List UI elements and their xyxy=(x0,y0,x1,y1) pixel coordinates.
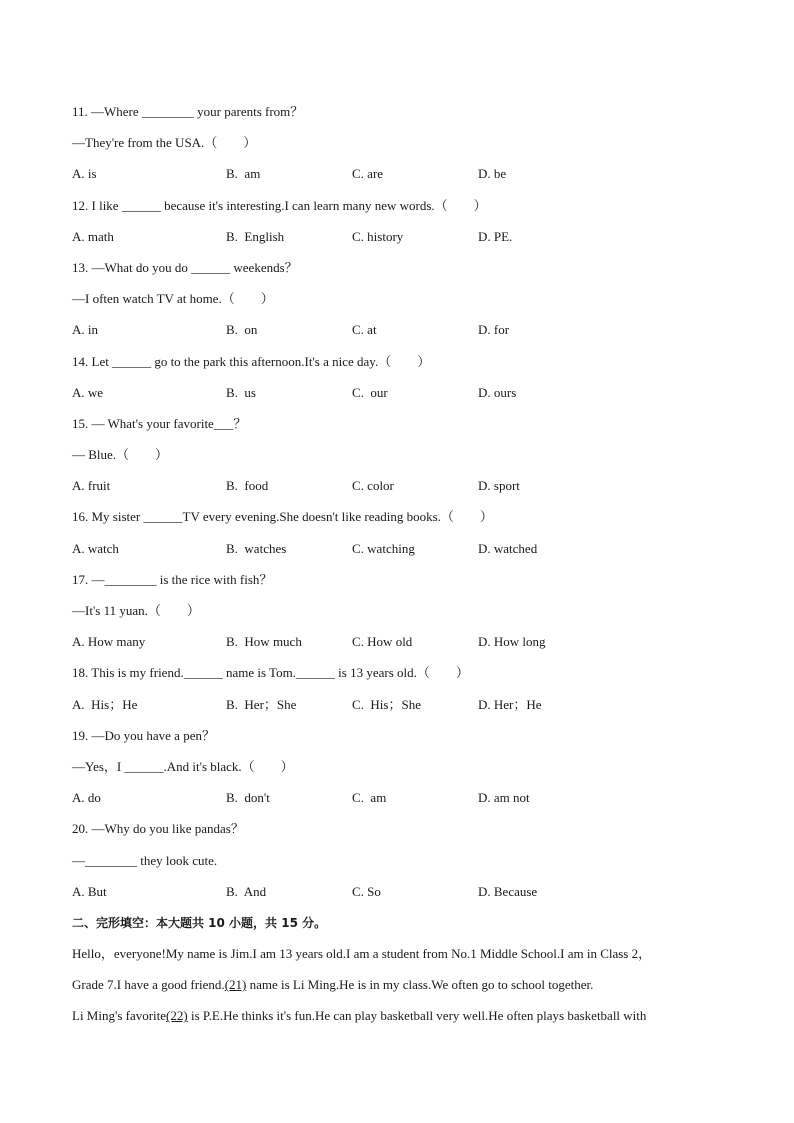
answer-options xyxy=(72,382,732,413)
question-stem: 18. This is my friend.______ name is Tom.______ is 13 years old.（ ） xyxy=(72,665,469,681)
answer-option: D. How long xyxy=(478,634,546,650)
answer-option: D. ours xyxy=(478,384,517,400)
answer-option: D. sport xyxy=(478,478,520,494)
answer-option: A. do xyxy=(72,790,101,806)
answer-option: A. we xyxy=(72,384,104,400)
answer-option: A. But xyxy=(72,883,107,899)
answer-option: C. history xyxy=(352,228,404,244)
answer-option: C. watching xyxy=(352,540,415,556)
passage-text: name is Li Ming.He is in my class.We often go to school together. xyxy=(246,977,594,993)
passage-text: Grade 7.I have a good friend. xyxy=(72,977,225,993)
answer-option: C. our xyxy=(352,384,388,400)
answer-options xyxy=(72,319,732,350)
answer-options xyxy=(72,538,732,569)
answer-option: D. am not xyxy=(478,790,530,806)
answer-option: B. am xyxy=(226,166,261,182)
answer-option: A. in xyxy=(72,322,98,338)
question-stem: 12. I like ______ because it's interesting.I can learn many new words.（ ） xyxy=(72,197,487,213)
passage-line-3 xyxy=(72,1005,732,1036)
answer-option: B. us xyxy=(226,384,256,400)
passage-text: Li Ming's favorite xyxy=(72,1008,167,1024)
answer-option: A. How many xyxy=(72,634,146,650)
answer-options xyxy=(72,787,732,818)
answer-options xyxy=(72,226,732,257)
question-stem: 20. —Why do you like pandas？ xyxy=(72,821,244,837)
question-list xyxy=(72,101,732,912)
answer-option: D. Because xyxy=(478,883,538,899)
question-stem: 14. Let ______ go to the park this afternoon.It's a nice day.（ ） xyxy=(72,353,431,369)
answer-option: A. watch xyxy=(72,540,119,556)
question-stem: 16. My sister ______TV every evening.She doesn't like reading books.（ ） xyxy=(72,509,493,525)
question-reply: —I often watch TV at home.（ ） xyxy=(72,291,274,307)
passage-line-1: Hello，everyone!My name is Jim.I am 13 years old.I am a student from No.1 Middle School.I am in Class 2， xyxy=(72,946,652,962)
question-stem: 11. —Where ________ your parents from？ xyxy=(72,104,304,119)
question-reply: —It's 11 yuan.（ ） xyxy=(72,603,200,618)
question-stem: 15. — What's your favorite___？ xyxy=(72,415,247,431)
answer-option: D. Her；He xyxy=(478,696,542,712)
answer-option: C. at xyxy=(352,322,377,338)
answer-option: B. food xyxy=(226,478,269,494)
question-stem: 17. —________ is the rice with fish？ xyxy=(72,571,273,587)
answer-option: B. Her；She xyxy=(226,696,297,712)
answer-option: A. fruit xyxy=(72,478,111,494)
answer-option: A. math xyxy=(72,228,114,244)
question-reply: —Yes，I ______.And it's black.（ ） xyxy=(72,758,294,774)
question-stem: 19. —Do you have a pen？ xyxy=(72,727,215,743)
question-stem: 13. —What do you do ______ weekends？ xyxy=(72,259,298,275)
worksheet-page xyxy=(72,101,732,1037)
answer-option: B. on xyxy=(226,322,258,338)
answer-option: D. PE. xyxy=(478,228,513,244)
answer-option: A. is xyxy=(72,166,97,182)
answer-option: C. am xyxy=(352,790,387,806)
question-reply: —They're from the USA.（ ） xyxy=(72,135,257,151)
answer-option: D. be xyxy=(478,166,507,182)
answer-option: B. English xyxy=(226,228,285,244)
answer-options xyxy=(72,163,732,194)
blank-22: (22) xyxy=(166,1008,188,1024)
answer-option: A. His；He xyxy=(72,696,138,712)
answer-option: B. And xyxy=(226,883,267,899)
passage-text: is P.E.He thinks it's fun.He can play basketball very well.He often plays basketball with xyxy=(187,1008,647,1024)
answer-option: C. How old xyxy=(352,634,413,650)
answer-option: B. How much xyxy=(226,634,302,650)
answer-options xyxy=(72,631,732,662)
blank-21: (21) xyxy=(224,977,247,993)
answer-option: C. are xyxy=(352,166,384,182)
section-heading: 二、完形填空：本大题共 10 小题，共 15 分。 xyxy=(72,915,327,930)
answer-option: B. watches xyxy=(226,540,287,556)
answer-option: B. don't xyxy=(226,790,270,806)
passage-line-2 xyxy=(72,974,732,1005)
answer-options xyxy=(72,694,732,725)
answer-option: D. for xyxy=(478,322,510,338)
answer-options xyxy=(72,475,732,506)
answer-option: D. watched xyxy=(478,540,538,556)
answer-option: C. So xyxy=(352,883,381,899)
answer-options xyxy=(72,881,732,912)
question-reply: — Blue.（ ） xyxy=(72,447,169,463)
answer-option: C. His；She xyxy=(352,696,421,712)
answer-option: C. color xyxy=(352,478,394,494)
question-reply: —________ they look cute. xyxy=(72,852,218,868)
